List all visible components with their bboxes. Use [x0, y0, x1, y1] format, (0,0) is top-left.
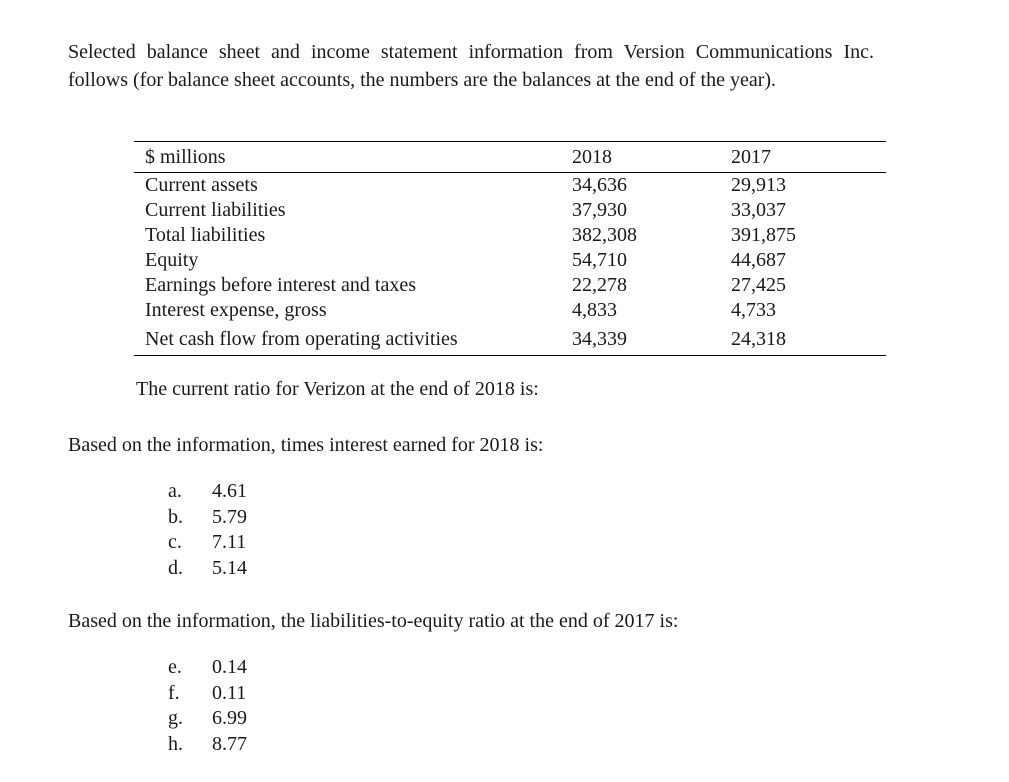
value-2018: 22,278	[572, 274, 627, 296]
answer-options-times-interest	[168, 479, 247, 582]
row-label: Equity	[145, 249, 199, 271]
table-row	[134, 323, 886, 356]
table-header-row	[134, 142, 886, 173]
table-row	[134, 198, 886, 223]
financial-table-container	[134, 141, 886, 356]
answer-option[interactable]	[168, 556, 247, 582]
row-label: Interest expense, gross	[145, 299, 327, 321]
option-letter: c.	[168, 531, 182, 554]
header-units: $ millions	[134, 142, 561, 173]
value-2018: 34,636	[572, 174, 627, 196]
header-2017: 2017	[720, 142, 886, 173]
answer-option[interactable]	[168, 681, 247, 707]
option-letter: h.	[168, 733, 183, 756]
option-value: 4.61	[212, 480, 247, 502]
row-label: Current assets	[145, 174, 258, 196]
value-2017: 391,875	[731, 224, 796, 246]
value-2018: 382,308	[572, 224, 637, 246]
intro-paragraph: Selected balance sheet and income statement information from Version Communications Inc. follows (for balance sheet accounts, the numbers are the balances at the end of the year).	[68, 41, 874, 91]
row-label: Net cash flow from operating activities	[145, 328, 458, 350]
answer-option[interactable]	[168, 505, 247, 531]
row-label: Total liabilities	[145, 224, 266, 246]
table-row	[134, 223, 886, 248]
answer-option[interactable]	[168, 706, 247, 732]
answer-options-liabilities-equity	[168, 655, 247, 758]
table-row	[134, 298, 886, 323]
answer-option[interactable]	[168, 530, 247, 556]
table-row	[134, 248, 886, 273]
value-2017: 29,913	[731, 174, 786, 196]
value-2018: 54,710	[572, 249, 627, 271]
option-letter: g.	[168, 707, 183, 730]
value-2017: 44,687	[731, 249, 786, 271]
value-2017: 27,425	[731, 274, 786, 296]
answer-option[interactable]	[168, 479, 247, 505]
option-value: 5.79	[212, 505, 247, 528]
value-2018: 4,833	[572, 299, 617, 321]
answer-option[interactable]	[168, 655, 247, 681]
row-label: Earnings before interest and taxes	[145, 274, 417, 296]
option-letter: b.	[168, 505, 183, 528]
question-current-ratio: The current ratio for Verizon at the end of 2018 is:	[136, 378, 539, 400]
option-value: 7.11	[212, 531, 247, 554]
option-letter: d.	[168, 557, 183, 580]
question-liabilities-to-equity: Based on the information, the liabilities-to-equity ratio at the end of 2017 is:	[68, 610, 679, 632]
table-row	[134, 273, 886, 298]
value-2017: 4,733	[731, 299, 776, 321]
option-letter: e.	[168, 656, 182, 678]
value-2018: 37,930	[572, 199, 627, 221]
option-letter: f.	[168, 681, 180, 704]
financial-table	[134, 141, 886, 356]
header-2018: 2018	[561, 142, 720, 173]
answer-option[interactable]	[168, 732, 247, 758]
table-row	[134, 173, 886, 199]
option-value: 0.11	[212, 681, 247, 704]
option-value: 6.99	[212, 707, 247, 730]
value-2017: 33,037	[731, 199, 786, 221]
option-value: 0.14	[212, 656, 247, 678]
question-times-interest-earned: Based on the information, times interest earned for 2018 is:	[68, 434, 544, 456]
option-value: 8.77	[212, 733, 247, 756]
value-2017: 24,318	[731, 328, 786, 350]
row-label: Current liabilities	[145, 199, 286, 221]
value-2018: 34,339	[572, 328, 627, 350]
option-value: 5.14	[212, 557, 247, 580]
option-letter: a.	[168, 480, 182, 502]
